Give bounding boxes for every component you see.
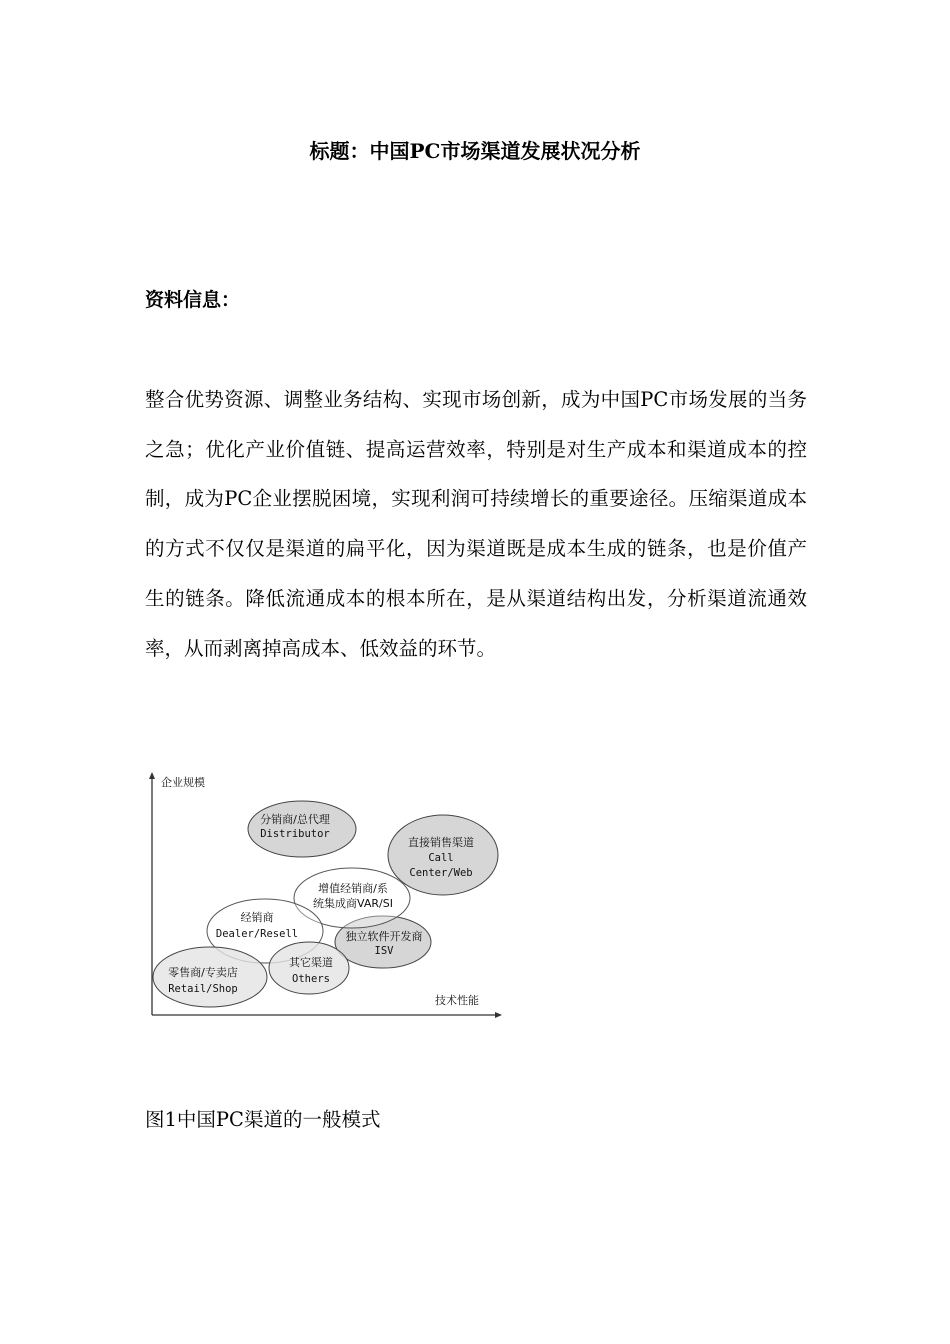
node-direct-sales-label-en2: Center/Web xyxy=(409,867,473,879)
node-retail-label-en: Retail/Shop xyxy=(168,983,238,995)
x-axis-label: 技术性能 xyxy=(435,994,479,1007)
node-distributor-label-cn: 分销商/总代理 xyxy=(260,813,330,826)
channel-model-figure xyxy=(145,765,507,1023)
y-axis-arrow-icon xyxy=(149,772,155,779)
node-direct-sales xyxy=(388,815,498,895)
figure-caption: 图1中国PC渠道的一般模式 xyxy=(145,1108,381,1131)
node-dealer-label-cn: 经销商 xyxy=(240,911,274,924)
node-dealer-label-en: Dealer/Resell xyxy=(215,928,299,940)
node-isv-label-cn: 独立软件开发商 xyxy=(345,930,423,943)
node-isv-label-en: ISV xyxy=(374,945,394,957)
body-paragraph: 整合优势资源、调整业务结构、实现市场创新，成为中国PC市场发展的当务之急；优化产业价值链、提高运营效率，特别是对生产成本和渠道成本的控制，成为PC企业摆脱困境，实现利润可持续增长的重要途径。压缩渠道成本的方式不仅仅是渠道的扁平化，因为渠道既是成本生成的链条，也是价值产生的链条。降低流通成本的根本所在，是从渠道结构出发，分析渠道流通效率，从而剥离掉高成本、低效益的环节。 xyxy=(145,388,807,660)
node-others xyxy=(269,942,349,994)
node-var-si-label-1: 增值经销商/系 xyxy=(318,882,388,895)
node-direct-sales-label-en: Call xyxy=(428,852,454,864)
node-var-si-label-2: 统集成商VAR/SI xyxy=(313,897,393,910)
section-label: 资料信息： xyxy=(145,289,241,311)
channel-diagram xyxy=(145,765,507,1023)
node-direct-sales-label-cn: 直接销售渠道 xyxy=(408,836,474,849)
node-retail-label-cn: 零售商/专卖店 xyxy=(168,966,238,979)
node-others-label-cn: 其它渠道 xyxy=(289,956,333,969)
node-distributor-label-en: Distributor xyxy=(260,828,330,840)
node-retail xyxy=(153,947,267,1007)
y-axis-label: 企业规模 xyxy=(161,776,205,789)
document-title: 标题：中国PC市场渠道发展状况分析 xyxy=(309,139,641,163)
node-others-label-en: Others xyxy=(292,973,330,985)
x-axis-arrow-icon xyxy=(495,1012,502,1018)
node-distributor xyxy=(248,801,356,857)
